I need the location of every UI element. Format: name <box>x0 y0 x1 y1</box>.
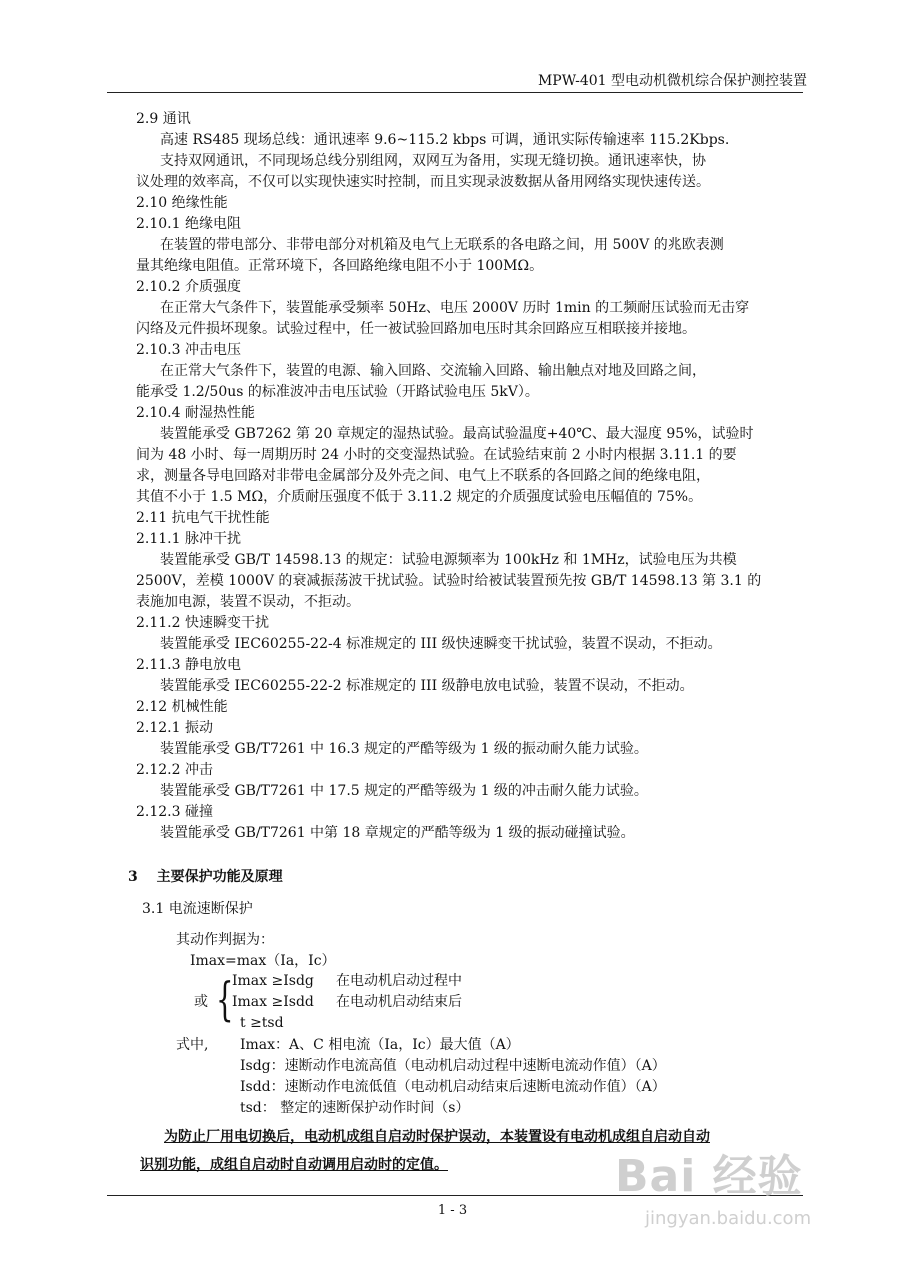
watermark-logo: Bai 经验 <box>615 1151 803 1202</box>
section-heading: 2.9 通讯 <box>136 111 191 127</box>
header-rule <box>107 92 803 93</box>
formula-def: Imax：A、C 相电流（Ia，Ic）最大值（A） <box>240 1037 520 1053</box>
paragraph-line: 装置能承受 IEC60255-22-4 标准规定的 III 级快速瞬变干扰试验，装置不误动，不拒动。 <box>160 636 722 652</box>
section-heading: 3.1 电流速断保护 <box>142 901 253 917</box>
note-line: 为防止厂用电切换后，电动机成组自启动时保护误动，本装置设有电动机成组自启动自动 <box>164 1129 710 1145</box>
paragraph-line: 闪络及元件损坏现象。试验过程中，任一被试验回路加电压时其余回路应互相联接并接地。 <box>136 321 696 337</box>
formula-imax: Imax=max（Ia，Ic） <box>190 953 336 969</box>
section-heading: 2.10.1 绝缘电阻 <box>136 216 241 232</box>
formula-cond3: t ≥tsd <box>240 1015 284 1031</box>
paragraph-line: 装置能承受 GB/T7261 中 16.3 规定的严酷等级为 1 级的振动耐久能力试验。 <box>160 741 648 757</box>
paragraph-line: 其动作判据为： <box>176 932 274 948</box>
formula-cond1: Imax ≥Isdg <box>232 973 314 989</box>
paragraph-line: 其值不小于 1.5 MΩ，介质耐压强度不低于 3.11.2 规定的介质强度试验电压幅值的 75%。 <box>136 489 703 505</box>
formula-where: 式中, <box>176 1037 209 1053</box>
paragraph-line: 在正常大气条件下，装置的电源、输入回路、交流输入回路、输出触点对地及回路之间， <box>160 363 706 379</box>
paragraph-line: 在装置的带电部分、非带电部分对机箱及电气上无联系的各电路之间，用 500V 的兆欧表测 <box>160 237 724 253</box>
paragraph-line: 装置能承受 GB7262 第 20 章规定的湿热试验。最高试验温度+40℃、最大湿度 95%，试验时 <box>160 426 754 442</box>
paragraph-line: 支持双网通讯，不同现场总线分别组网，双网互为备用，实现无缝切换。通讯速率快，协 <box>160 153 706 169</box>
section-heading: 2.12.2 冲击 <box>136 762 213 778</box>
paragraph-line: 间为 48 小时、每一周期历时 24 小时的交变湿热试验。在试验结束前 2 小时内根据 3.11.1 的要 <box>136 447 737 463</box>
formula-cond2-desc: 在电动机启动结束后 <box>336 994 462 1010</box>
page-number: 1 - 3 <box>437 1203 468 1218</box>
formula-def: Isdd：速断动作电流低值（电动机启动结束后速断电流动作值）（A） <box>240 1079 666 1095</box>
note-line: 识别功能，成组自启动时自动调用启动时的定值。 <box>140 1157 448 1173</box>
formula-def: tsd： 整定的速断保护动作时间（s） <box>240 1100 470 1116</box>
chapter-heading: 3 主要保护功能及原理 <box>128 869 283 885</box>
paragraph-line: 装置能承受 IEC60255-22-2 标准规定的 III 级静电放电试验，装置不误动，不拒动。 <box>160 678 694 694</box>
section-heading: 2.12.1 振动 <box>136 720 213 736</box>
section-heading: 2.10.3 冲击电压 <box>136 342 241 358</box>
section-heading: 2.11.2 快速瞬变干扰 <box>136 615 269 631</box>
paragraph-line: 2500V，差模 1000V 的衰减振荡波干扰试验。试验时给被试装置预先按 GB/T 14598.13 第 3.1 的 <box>136 573 762 589</box>
brace-symbol: { <box>216 972 234 1026</box>
watermark-url: jingyan.baidu.com <box>645 1208 812 1229</box>
paragraph-line: 求，测量各导电回路对非带电金属部分及外壳之间、电气上不联系的各回路之间的绝缘电阻， <box>136 468 710 484</box>
section-heading: 2.11.1 脉冲干扰 <box>136 531 241 547</box>
section-heading: 2.10 绝缘性能 <box>136 195 228 211</box>
paragraph-line: 装置能承受 GB/T7261 中 17.5 规定的严酷等级为 1 级的冲击耐久能力试验。 <box>160 783 648 799</box>
section-heading: 2.10.2 介质强度 <box>136 279 241 295</box>
paragraph-line: 高速 RS485 现场总线：通讯速率 9.6~115.2 kbps 可调，通讯实际传输速率 115.2Kbps. <box>160 132 730 148</box>
section-heading: 2.10.4 耐湿热性能 <box>136 405 255 421</box>
formula-def: Isdg：速断动作电流高值（电动机启动过程中速断电流动作值）（A） <box>240 1058 666 1074</box>
section-heading: 2.12 机械性能 <box>136 699 228 715</box>
formula-cond1-desc: 在电动机启动过程中 <box>336 973 462 989</box>
paragraph-line: 装置能承受 GB/T7261 中第 18 章规定的严酷等级为 1 级的振动碰撞试验。 <box>160 825 635 841</box>
paragraph-line: 量其绝缘电阻值。正常环境下，各回路绝缘电阻不小于 100MΩ。 <box>136 258 544 274</box>
paragraph-line: 装置能承受 GB/T 14598.13 的规定：试验电源频率为 100kHz 和 1MHz，试验电压为共模 <box>160 552 737 568</box>
section-heading: 2.12.3 碰撞 <box>136 804 213 820</box>
formula-cond2: Imax ≥Isdd <box>232 994 314 1010</box>
section-heading: 2.11.3 静电放电 <box>136 657 241 673</box>
paragraph-line: 表施加电源，装置不误动，不拒动。 <box>136 594 360 610</box>
formula-or: 或 <box>194 994 208 1010</box>
paragraph-line: 能承受 1.2/50us 的标准波冲击电压试验（开路试验电压 5kV）。 <box>136 384 539 400</box>
header-title: MPW-401 型电动机微机综合保护测控装置 <box>537 73 807 89</box>
paragraph-line: 在正常大气条件下，装置能承受频率 50Hz、电压 2000V 历时 1min 的工频耐压试验而无击穿 <box>160 300 750 316</box>
watermark <box>615 1140 845 1250</box>
paragraph-line: 议处理的效率高，不仅可以实现快速实时控制，而且实现录波数据从备用网络实现快速传送。 <box>136 174 710 190</box>
section-heading: 2.11 抗电气干扰性能 <box>136 510 270 526</box>
